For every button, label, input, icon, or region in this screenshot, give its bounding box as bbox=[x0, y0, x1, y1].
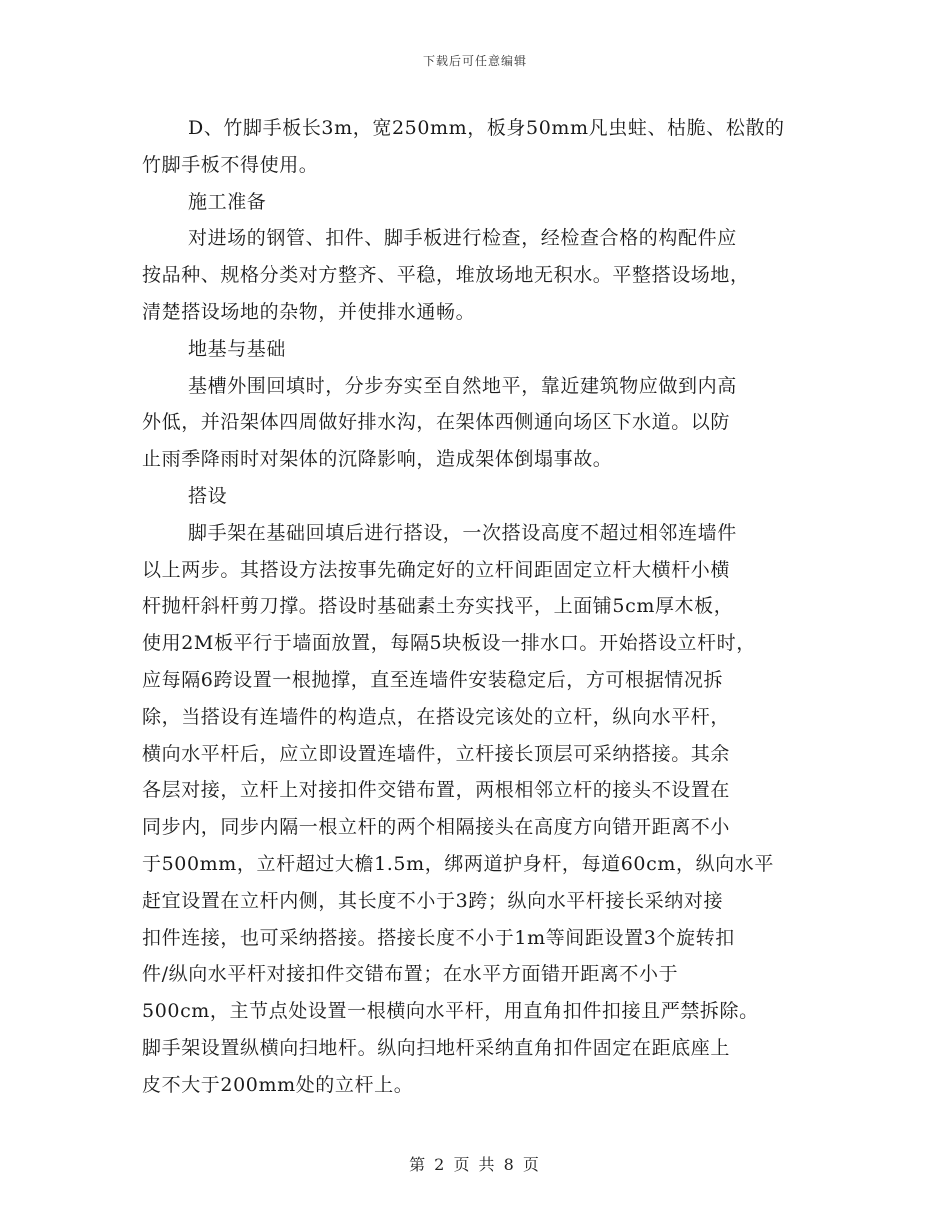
document-body bbox=[142, 110, 812, 1104]
text-line: 按品种、规格分类对方整齐、平稳，堆放场地无积水。平整搭设场地， bbox=[142, 264, 750, 287]
text-line: 竹脚手板不得使用。 bbox=[142, 153, 319, 176]
text-line: 同步内，同步内隔一根立杆的两个相隔接头在高度方向错开距离不小 bbox=[142, 816, 731, 839]
text-line: 应每隔6跨设置一根抛撑，直至连墙件安装稳定后，方可根据情况拆 bbox=[142, 668, 724, 691]
text-line: 使用2M板平行于墙面放置，每隔5块板设一排水口。开始搭设立杆时， bbox=[142, 632, 756, 655]
text-line: 各层对接，立杆上对接扣件交错布置，两根相邻立杆的接头不设置在 bbox=[142, 779, 731, 802]
page-header: 下载后可任意编辑 bbox=[422, 54, 527, 68]
text-line: 外低，并沿架体四周做好排水沟，在架体西侧通向场区下水道。以防 bbox=[142, 411, 731, 434]
text-line: 脚手架设置纵横向扫地杆。纵向扫地杆采纳直角扣件固定在距底座上 bbox=[142, 1036, 731, 1059]
text-line: 赶宜设置在立杆内侧，其长度不小于3跨；纵向水平杆接长采纳对接 bbox=[142, 889, 724, 912]
text-line: 对进场的钢管、扣件、脚手板进行检查，经检查合格的构配件应 bbox=[188, 227, 737, 250]
text-line: 施工准备 bbox=[188, 190, 267, 213]
text-line: 件/纵向水平杆对接扣件交错布置；在水平方面错开距离不小于 bbox=[142, 963, 679, 986]
text-line: 地基与基础 bbox=[188, 337, 287, 360]
text-line: 搭设 bbox=[188, 484, 228, 507]
text-line: 于500mm，立杆超过大檐1.5m，绑两道护身杆，每道60cm，纵向水平 bbox=[142, 852, 774, 875]
page-footer: 第 2 页 共 8 页 bbox=[409, 1155, 541, 1174]
text-line: 皮不大于200mm处的立杆上。 bbox=[142, 1073, 414, 1096]
text-line: 除，当搭设有连墙件的构造点，在搭设完该处的立杆，纵向水平杆， bbox=[142, 705, 731, 728]
text-line: 横向水平杆后，应立即设置连墙件，立杆接长顶层可采纳搭接。其余 bbox=[142, 742, 731, 765]
text-line: 500cm，主节点处设置一根横向水平杆，用直角扣件扣接且严禁拆除。 bbox=[142, 1000, 759, 1023]
text-line: 以上两步。其搭设方法按事先确定好的立杆间距固定立杆大横杆小横 bbox=[142, 558, 731, 581]
text-line: D、竹脚手板长3m，宽250mm，板身50mm凡虫蛀、枯脆、松散的 bbox=[188, 117, 785, 139]
text-line: 杆抛杆斜杆剪刀撑。搭设时基础素土夯实找平，上面铺5cm厚木板， bbox=[142, 595, 734, 618]
text-line: 基槽外围回填时，分步夯实至自然地平，靠近建筑物应做到内高 bbox=[188, 374, 737, 397]
text-line: 脚手架在基础回填后进行搭设，一次搭设高度不超过相邻连墙件 bbox=[188, 521, 737, 544]
text-line: 止雨季降雨时对架体的沉降影响，造成架体倒塌事故。 bbox=[142, 448, 613, 471]
text-line: 扣件连接，也可采纳搭接。搭接长度不小于1m等间距设置3个旋转扣 bbox=[142, 926, 735, 949]
text-line: 清楚搭设场地的杂物，并使排水通畅。 bbox=[142, 300, 476, 323]
